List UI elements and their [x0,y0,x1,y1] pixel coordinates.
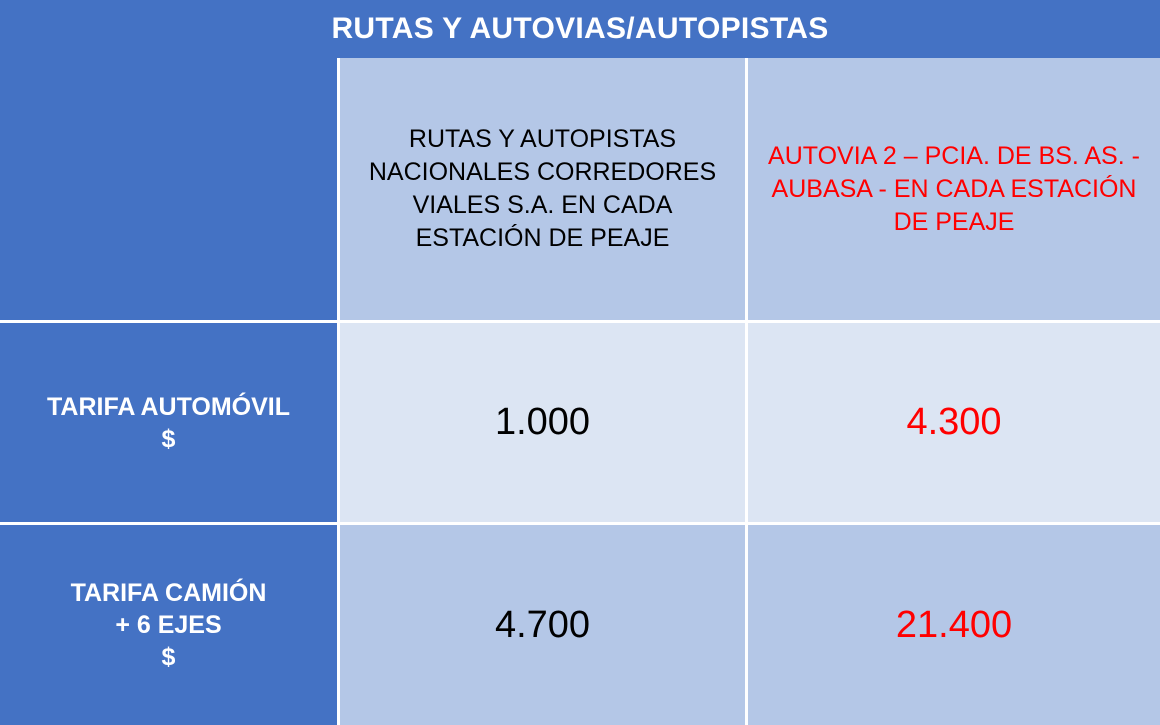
row-label-line2: + 6 EJES [115,611,222,639]
row-label-tarifa-automovil [0,323,340,525]
column-header-autovia2: AUTOVIA 2 – PCIA. DE BS. AS. - AUBASA - EN CADA ESTACIÓN DE PEAJE [748,58,1160,323]
tariff-table [0,58,1160,725]
row-label-line1: TARIFA CAMIÓN [70,579,267,607]
table-header-row [0,58,1160,323]
value-automovil-nacionales: 1.000 [340,323,748,525]
row-label-tarifa-camion [0,525,340,725]
row-label-line2: $ [161,424,176,453]
table-row [0,323,1160,525]
value-camion-nacionales: 4.700 [340,525,748,725]
column-header-nacionales: RUTAS Y AUTOPISTAS NACIONALES CORREDORES VIALES S.A. EN CADA ESTACIÓN DE PEAJE [340,58,748,323]
table-row [0,525,1160,725]
page-title: RUTAS Y AUTOVIAS/AUTOPISTAS [0,0,1160,58]
value-automovil-autovia2: 4.300 [748,323,1160,525]
row-label-line1: TARIFA AUTOMÓVIL [46,392,291,421]
header-corner-cell [0,58,340,323]
row-label-line3: $ [161,643,176,671]
value-camion-autovia2: 21.400 [748,525,1160,725]
